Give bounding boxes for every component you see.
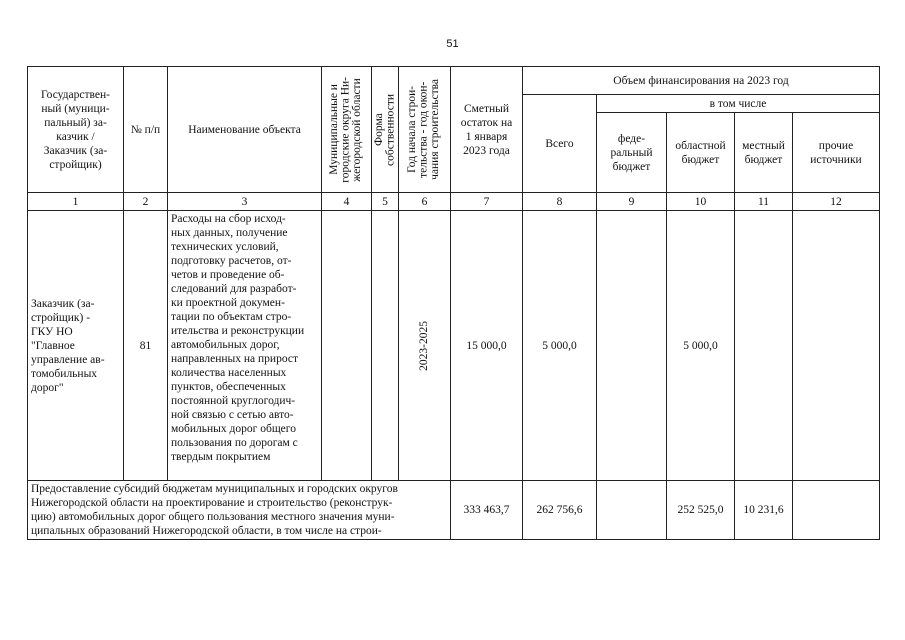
header-municipal: Муниципальные и городские округа Ни- жегородской области xyxy=(328,76,364,183)
header-other: прочие источники xyxy=(793,113,880,193)
financing-table xyxy=(27,66,880,540)
row1-local xyxy=(735,211,793,481)
header-total: Всего xyxy=(523,95,597,193)
row1-years: 2023-2025 xyxy=(417,320,430,371)
row1-municipal xyxy=(322,211,372,481)
row2-description: Предоставление субсидий бюджетам муниципальных и городских округов Нижегородской области на проектирование и строительство (реконструк- цию) автомобильных дорог общего пользования местного значения муни- ципальных образований Нижегородской области, в том числе на строи- xyxy=(28,481,451,540)
row1-federal xyxy=(597,211,667,481)
row2-federal xyxy=(597,481,667,540)
header-customer: Государствен- ный (муници- пальный) за- казчик / Заказчик (за- стройщик) xyxy=(28,67,124,193)
col-num-11: 11 xyxy=(735,193,793,211)
header-including: в том числе xyxy=(597,95,880,113)
col-num-8: 8 xyxy=(523,193,597,211)
row1-estimate: 15 000,0 xyxy=(451,211,523,481)
row2-other xyxy=(793,481,880,540)
row1-num: 81 xyxy=(124,211,168,481)
table-row xyxy=(28,481,880,540)
col-num-7: 7 xyxy=(451,193,523,211)
header-years: Год начала строи- тельства - год окон- чания строительства xyxy=(406,79,442,180)
row2-estimate: 333 463,7 xyxy=(451,481,523,540)
header-estimate: Сметный остаток на 1 января 2023 года xyxy=(451,67,523,193)
col-num-10: 10 xyxy=(667,193,735,211)
row2-total: 262 756,6 xyxy=(523,481,597,540)
header-local: местный бюджет xyxy=(735,113,793,193)
header-object-name: Наименование объекта xyxy=(168,67,322,193)
row1-total: 5 000,0 xyxy=(523,211,597,481)
row1-regional: 5 000,0 xyxy=(667,211,735,481)
row1-customer: Заказчик (за- стройщик) - ГКУ НО "Главное управление ав- томобильных дорог" xyxy=(28,211,124,481)
header-row-1 xyxy=(28,67,880,95)
page-number: 51 xyxy=(446,38,459,50)
row2-regional: 252 525,0 xyxy=(667,481,735,540)
col-num-5: 5 xyxy=(372,193,399,211)
table-row xyxy=(28,211,880,481)
column-number-row xyxy=(28,193,880,211)
col-num-12: 12 xyxy=(793,193,880,211)
header-ownership: Форма собственности xyxy=(372,93,396,166)
row1-ownership xyxy=(372,211,399,481)
header-regional: областной бюджет xyxy=(667,113,735,193)
row1-object-name: Расходы на сбор исход- ных данных, получение технических условий, подготовку расчетов, от- четов и проведение об- следований для разработ- ки проектной докумен- тации по объектам стро- ительства и реконструкции автомобильных дорог, направленных на прирост количества населенных пунктов, обеспеченных постоянной круглогодич- ной связью с сетью авто- мобильных дорог общего пользования по дорогам с твердым покрытием xyxy=(168,211,322,481)
col-num-3: 3 xyxy=(168,193,322,211)
col-num-2: 2 xyxy=(124,193,168,211)
col-num-4: 4 xyxy=(322,193,372,211)
col-num-6: 6 xyxy=(399,193,451,211)
row2-local: 10 231,6 xyxy=(735,481,793,540)
header-num: № п/п xyxy=(124,67,168,193)
header-financing: Объем финансирования на 2023 год xyxy=(523,67,880,95)
col-num-9: 9 xyxy=(597,193,667,211)
col-num-1: 1 xyxy=(28,193,124,211)
row1-other xyxy=(793,211,880,481)
header-federal: феде- ральный бюджет xyxy=(597,113,667,193)
